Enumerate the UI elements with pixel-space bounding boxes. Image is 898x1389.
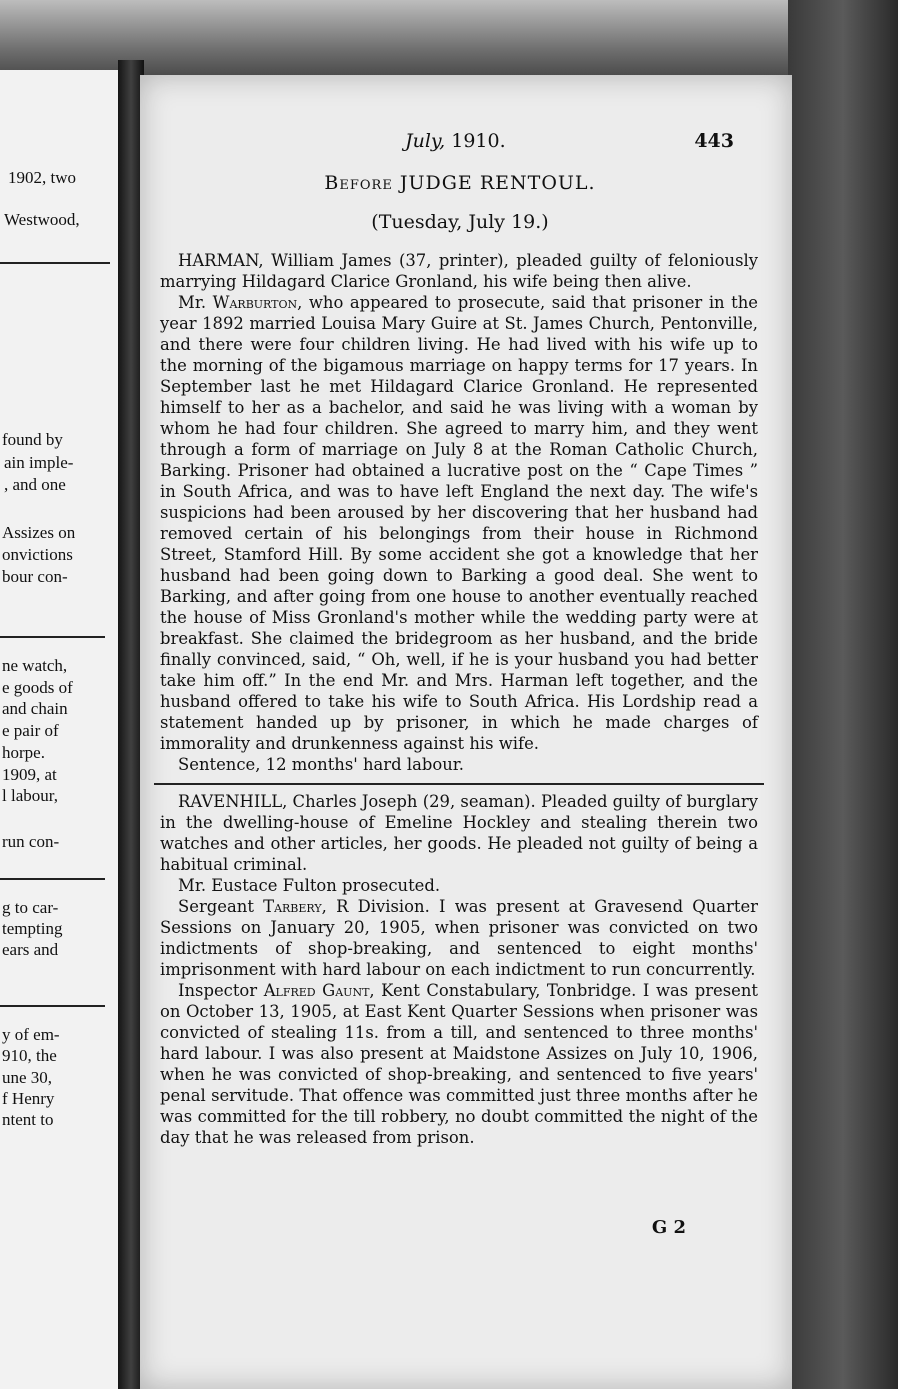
case-harman-paragraph-2 (160, 292, 758, 754)
case-ravenhill-paragraph-3 (160, 896, 758, 980)
left-page-line: ears and (2, 940, 59, 959)
left-page-line: ain imple- (4, 453, 74, 472)
left-page-line: y of em- (2, 1025, 60, 1044)
running-head (140, 130, 792, 158)
left-page-rule (0, 636, 105, 638)
running-head-date (405, 130, 506, 152)
left-page-line: f Henry (2, 1089, 55, 1108)
running-head-month: July, (405, 130, 446, 152)
left-page-line: e goods of (2, 678, 73, 697)
left-page-line: run con- (2, 832, 60, 851)
left-page-line: l labour, (2, 786, 58, 805)
left-page-line: ne watch, (2, 656, 68, 675)
left-page-line: onvictions (2, 545, 73, 564)
defendant-name: RAVENHILL, (178, 792, 288, 811)
case-text: Kent Constabulary, Tonbridge. I was present on October 13, 1905, at East Kent Quarter Sessions when prisoner was convicted of stealing 11s. from a till, and sentenced to three months' hard labour. I was also present at Maidstone Assizes on July 10, 1906, when he was convicted of shop-breaking, and sentenced to five years' penal servitude. That offence was committed just three months after he was committed for the till robbery, no doubt committed the night of the day that he was released from prison. (160, 981, 758, 1147)
left-page-line: found by (2, 430, 63, 449)
page-body (160, 250, 758, 1148)
court-prefix: Before (324, 172, 393, 194)
page-number: 443 (694, 130, 734, 152)
left-page-line: une 30, (2, 1068, 53, 1087)
case-text: Charles Joseph (29, seaman). Pleaded guilty of burglary in the dwelling-house of Emeline Hockley and stealing therein two watches and other articles, her goods. He pleaded not guilty of being a habitual criminal. (160, 792, 758, 874)
left-page-line: e pair of (2, 721, 59, 740)
left-page-rule (0, 1005, 105, 1007)
case-ravenhill-paragraph-2: Mr. Eustace Fulton prosecuted. (178, 876, 441, 895)
left-page-line: and chain (2, 699, 68, 718)
right-page (140, 75, 792, 1389)
scan-background-right (788, 0, 898, 1389)
left-page-rule (0, 262, 110, 264)
case-ravenhill-paragraph-1 (160, 791, 758, 875)
left-page-line: , and one (4, 475, 66, 494)
left-page-line: tempting (2, 919, 63, 938)
witness-name: Tarbery, (263, 897, 327, 916)
running-head-year: 1910. (451, 130, 506, 152)
left-page-line: ntent to (2, 1110, 54, 1129)
witness-name: Alfred Gaunt, (263, 981, 375, 1000)
left-page-rule (0, 878, 105, 880)
left-page-line: Westwood, (4, 210, 80, 229)
witness-rank: Inspector (178, 981, 258, 1000)
judge-name: JUDGE RENTOUL. (399, 172, 596, 194)
left-page-line: bour con- (2, 567, 68, 586)
case-ravenhill-paragraph-4 (160, 980, 758, 1148)
sitting-date: (Tuesday, July 19.) (371, 211, 549, 233)
defendant-name: HARMAN, (178, 251, 264, 270)
case-harman-sentence: Sentence, 12 months' hard labour. (178, 755, 465, 774)
case-text: who appeared to prosecute, said that prisoner in the year 1892 married Louisa Mary Guire at St. James Church, Pentonville, and there were four children living. He had lived with his wife up to the morning of the bigamous marriage on happy terms for 17 years. In September last he met Hildagard Clarice Gronland. He represented himself to her as a bachelor, and said he was living with a woman by whom he had four children. She agreed to marry him, and they went through a form of marriage on July 8 at the Roman Catholic Church, Barking. Prisoner had obtained a lucrative post on the “ Cape Times ” in South Africa, and was to have left England the next day. The wife's suspicions had been aroused by her discovering that her husband had removed certain of his belongings from their house in Richmond Street, Stamford Hill. By some accident she got a knowledge that her husband had been going down to Barking a good deal. She went to Barking, and after going from one house to another eventually reached the house of Miss Gronland's mother while the wedding party were at breakfast. She claimed the bridegroom as her husband, and the bride finally convinced, said, “ Oh, well, if he is your husband you had better take him off.” In the end Mr. and Mrs. Harman left together, and the husband offered to take his wife to South Africa. His Lordship read a statement handed up by prisoner, in which he made charges of immorality and drunkenness against his wife. (160, 293, 759, 753)
court-heading (140, 172, 780, 194)
honorific: Mr. (178, 293, 207, 312)
left-page-line: horpe. (2, 743, 45, 762)
left-page-fragment (0, 70, 118, 1389)
case-text: R Division. I was present at Gravesend Quarter Sessions on January 20, 1905, when prisoner was convicted on two indictments of shop-breaking, and sentenced to eight months' imprisonment with hard labour on each indictment to run concurrently. (160, 897, 759, 979)
case-separator-rule (154, 783, 764, 785)
signature-mark: G 2 (651, 1217, 686, 1238)
left-page-line: g to car- (2, 898, 59, 917)
case-harman-paragraph-1 (160, 250, 758, 292)
left-page-line: 910, the (2, 1046, 57, 1065)
left-page-line: 1902, two (8, 168, 76, 187)
left-page-line: Assizes on (2, 523, 76, 542)
left-page-line: 1909, at (2, 765, 57, 784)
witness-rank: Sergeant (178, 897, 254, 916)
counsel-name: Warburton, (212, 293, 303, 312)
case-text: William James (37, printer), pleaded guilty of feloniously marrying Hildagard Clarice Gronland, his wife being then alive. (160, 251, 758, 291)
